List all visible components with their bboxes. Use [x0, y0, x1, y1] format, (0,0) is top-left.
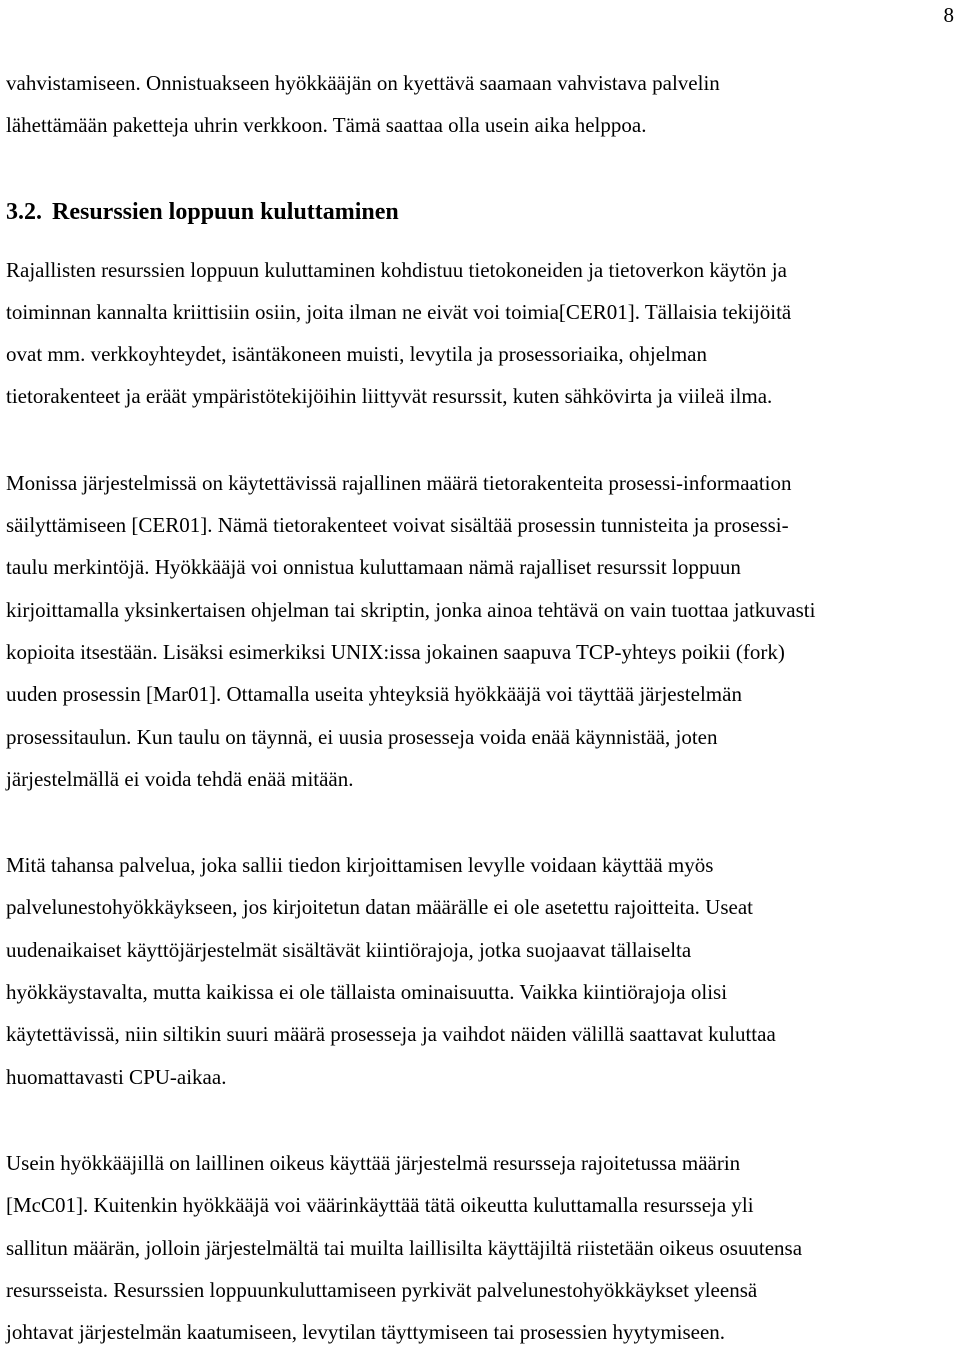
paragraph-3 [6, 844, 954, 1098]
text-line: säilyttämiseen [CER01]. Nämä tietorakenteet voivat sisältää prosessin tunnisteita ja prosessi- [6, 513, 789, 538]
paragraph-2 [6, 462, 954, 800]
text-line: uuden prosessin [Mar01]. Ottamalla useita yhteyksiä hyökkääjä voi täyttää järjestelmän [6, 682, 742, 707]
text-line: prosessitaulun. Kun taulu on täynnä, ei uusia prosesseja voida enää käynnistää, joten [6, 724, 718, 749]
text-line: Rajallisten resurssien loppuun kuluttaminen kohdistuu tietokoneiden ja tietoverkon käytön ja [6, 257, 787, 282]
text-line: toiminnan kannalta kriittisiin osiin, joita ilman ne eivät voi toimia[CER01]. Tällaisia tekijöitä [6, 299, 792, 324]
text-line: järjestelmällä ei voida tehdä enää mitään. [6, 766, 354, 791]
text-line: ovat mm. verkkoyhteydet, isäntäkoneen muisti, levytila ja prosessoriaika, ohjelman [6, 342, 707, 367]
text-line: kopioita itsestään. Lisäksi esimerkiksi UNIX:issa jokainen saapuva TCP-yhteys poikii (fork) [6, 639, 785, 664]
paragraph-spacer [6, 418, 954, 462]
paragraph-spacer [6, 1098, 954, 1142]
text-line: Monissa järjestelmissä on käytettävissä rajallinen määrä tietorakenteita prosessi-informaation [6, 470, 792, 495]
paragraph-4 [6, 1142, 954, 1353]
paragraph-1 [6, 249, 954, 418]
text-line: resursseista. Resurssien loppuunkuluttamiseen pyrkivät palvelunestohyökkäykset yleensä [6, 1277, 758, 1302]
text-line: [McC01]. Kuitenkin hyökkääjä voi väärinkäyttää tätä oikeutta kuluttamalla resursseja yli [6, 1193, 754, 1218]
section-number: 3.2. [6, 198, 42, 225]
section-heading [6, 191, 954, 233]
text-line: kirjoittamalla yksinkertaisen ohjelman tai skriptin, jonka ainoa tehtävä on vain tuottaa jatkuvasti [6, 597, 816, 622]
paragraph-spacer [6, 800, 954, 844]
text-line: sallitun määrän, jolloin järjestelmältä tai muilta laillisilta käyttäjiltä riistetään oikeus osuutensa [6, 1235, 803, 1260]
text-line: taulu merkintöjä. Hyökkääjä voi onnistua kuluttamaan nämä rajalliset resurssit loppuun [6, 555, 741, 580]
section-title: Resurssien loppuun kuluttaminen [52, 198, 399, 225]
text-line: palvelunestohyökkäykseen, jos kirjoitetun datan määrälle ei ole asetettu rajoitteita. Useat [6, 895, 753, 920]
text-line: huomattavasti CPU-aikaa. [6, 1064, 227, 1089]
text-line: hyökkäystavalta, mutta kaikissa ei ole tällaista ominaisuutta. Vaikka kiintiörajoja olisi [6, 980, 728, 1005]
text-line: johtavat järjestelmän kaatumiseen, levytilan täyttymiseen tai prosessien hyytymiseen. [6, 1320, 726, 1345]
text-line: Usein hyökkääjillä on laillinen oikeus käyttää järjestelmä resursseja rajoitetussa määrin [6, 1150, 741, 1175]
intro-paragraph [6, 62, 954, 147]
text-line: lähettämään paketteja uhrin verkkoon. Tämä saattaa olla usein aika helppoa. [6, 113, 647, 138]
page-number: 8 [943, 3, 954, 27]
text-line: Mitä tahansa palvelua, joka sallii tiedon kirjoittamisen levylle voidaan käyttää myös [6, 853, 714, 878]
text-line: käytettävissä, niin siltikin suuri määrä prosesseja ja vaihdot näiden välillä saattavat kuluttaa [6, 1022, 776, 1047]
text-line: tietorakenteet ja eräät ympäristötekijöihin liittyvät resurssit, kuten sähkövirta ja viileä ilma. [6, 384, 773, 409]
document-body [6, 62, 954, 1353]
text-line: uudenaikaiset käyttöjärjestelmät sisältävät kiintiörajoja, jotka suojaavat tällaiselta [6, 937, 692, 962]
text-line: vahvistamiseen. Onnistuakseen hyökkääjän on kyettävä saamaan vahvistava palvelin [6, 71, 720, 95]
